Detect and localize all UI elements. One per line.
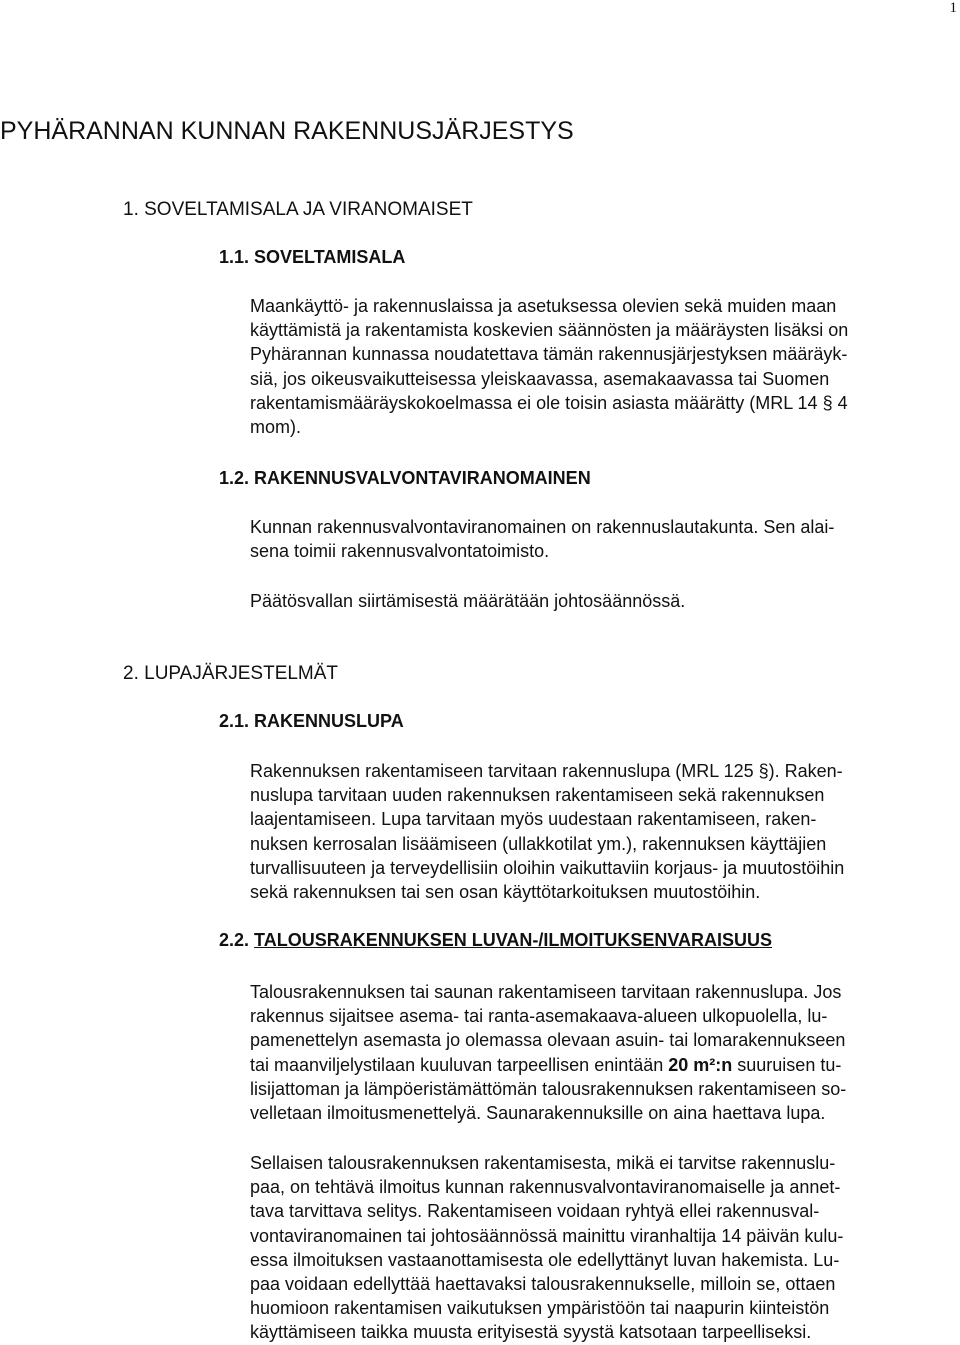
subsection-heading-2-2 [219,930,772,951]
paragraph-line: paa voidaan edellyttää haettavaksi talousrakennukselle, milloin se, ottaen [250,1274,836,1295]
paragraph-line: velletaan ilmoitusmenettelyä. Saunarakennuksille on aina haettava lupa. [250,1103,826,1124]
paragraph-line: huomioon rakentamisen vaikutuksen ympäristöön tai naapurin kiinteistön [250,1298,830,1319]
paragraph-line: rakentamismääräyskokoelmassa ei ole toisin asiasta määrätty (MRL 14 § 4 [250,392,848,413]
paragraph-line: lisijattoman ja lämpöeristämättömän talousrakennuksen rakentamiseen so- [250,1078,847,1099]
page-number: 1 [949,0,957,16]
section-heading-2: 2. LUPAJÄRJESTELMÄT [123,663,339,684]
paragraph-line: käyttämiseen taikka muusta erityisestä syystä katsotaan tarpeelliseksi. [250,1322,812,1343]
paragraph-ilmoitus [250,1151,843,1345]
paragraph-line [250,1053,846,1077]
paragraph-line: mom). [250,417,301,438]
paragraph-paatosvalta [250,589,685,613]
paragraph-line: Talousrakennuksen tai saunan rakentamiseen tarvitaan rakennuslupa. Jos [250,982,842,1002]
paragraph-line: rakennus sijaitsee asema- tai ranta-asemakaava-alueen ulkopuolella, lu- [250,1006,828,1027]
section-heading-1: 1. SOVELTAMISALA JA VIRANOMAISET [123,199,473,220]
paragraph-line: Rakennuksen rakentamiseen tarvitaan rakennuslupa (MRL 125 §). Raken- [250,761,843,781]
paragraph-rakennuslupa [250,759,844,904]
paragraph-line: turvallisuuteen ja terveydellisiin oloihin vaikuttaviin korjaus- ja muutostöihin [250,857,845,878]
paragraph-line: Pyhärannan kunnassa noudatettava tämän rakennusjärjestyksen määräyk- [250,344,848,365]
paragraph-line: Kunnan rakennusvalvontaviranomainen on rakennuslautakunta. Sen alai- [250,517,835,537]
paragraph-line: sena toimii rakennusvalvontatoimisto. [250,541,550,562]
paragraph-line: tava tarvittava selitys. Rakentamiseen voidaan ryhtyä ellei rakennusval- [250,1201,820,1222]
paragraph-line: essa ilmoituksen vastaanottamisesta ole edellyttänyt luvan hakemista. Lu- [250,1249,840,1270]
line-text: tai maanviljelystilaan kuuluvan tarpeellisen enintään [250,1054,669,1075]
subsection-heading-1-2: 1.2. RAKENNUSVALVONTAVIRANOMAINEN [219,468,591,488]
paragraph-line: nuksen kerrosalan lisäämiseen (ullakkotilat ym.), rakennuksen käyttäjien [250,833,827,854]
paragraph-line: nuslupa tarvitaan uuden rakennuksen rakentamiseen sekä rakennuksen [250,785,825,806]
paragraph-line: Maankäyttö- ja rakennuslaissa ja asetuksessa olevien sekä muiden maan [250,296,837,316]
paragraph-line: laajentamiseen. Lupa tarvitaan myös uudestaan rakentamiseen, raken- [250,809,817,830]
paragraph-line: Sellaisen talousrakennuksen rakentamisesta, mikä ei tarvitse rakennuslu- [250,1153,836,1173]
subsection-number: 2.2. [219,930,250,950]
paragraph-soveltamisala [250,294,848,439]
paragraph-talousrakennus [250,980,846,1125]
line-text: suuruisen tu- [732,1054,842,1075]
document-title: PYHÄRANNAN KUNNAN RAKENNUSJÄRJESTYS [0,117,574,145]
paragraph-line: paa, on tehtävä ilmoitus kunnan rakennusvalvontaviranomaiselle ja annet- [250,1177,841,1198]
paragraph-viranomainen [250,515,834,563]
paragraph-line: siä, jos oikeusvaikutteisessa yleiskaavassa, asemakaavassa tai Suomen [250,368,830,389]
paragraph-line: Päätösvallan siirtämisestä määrätään johtosäännössä. [250,591,686,611]
subsection-heading-1-1: 1.1. SOVELTAMISALA [219,247,406,267]
paragraph-line: käyttämistä ja rakentamista koskevien säännösten ja määräysten lisäksi on [250,320,849,341]
subsection-title: TALOUSRAKENNUKSEN LUVAN-/ILMOITUKSENVARAISUUS [254,930,773,950]
paragraph-line: vontaviranomainen tai johtosäännössä mainittu viranhaltija 14 päivän kulu- [250,1225,844,1246]
paragraph-line: sekä rakennuksen tai sen osan käyttötarkoituksen muutostöihin. [250,882,761,903]
paragraph-line: pamenettelyn asemasta jo olemassa olevaan asuin- tai lomarakennukseen [250,1030,846,1051]
area-limit: 20 m²:n [668,1054,733,1075]
subsection-heading-2-1: 2.1. RAKENNUSLUPA [219,711,404,731]
